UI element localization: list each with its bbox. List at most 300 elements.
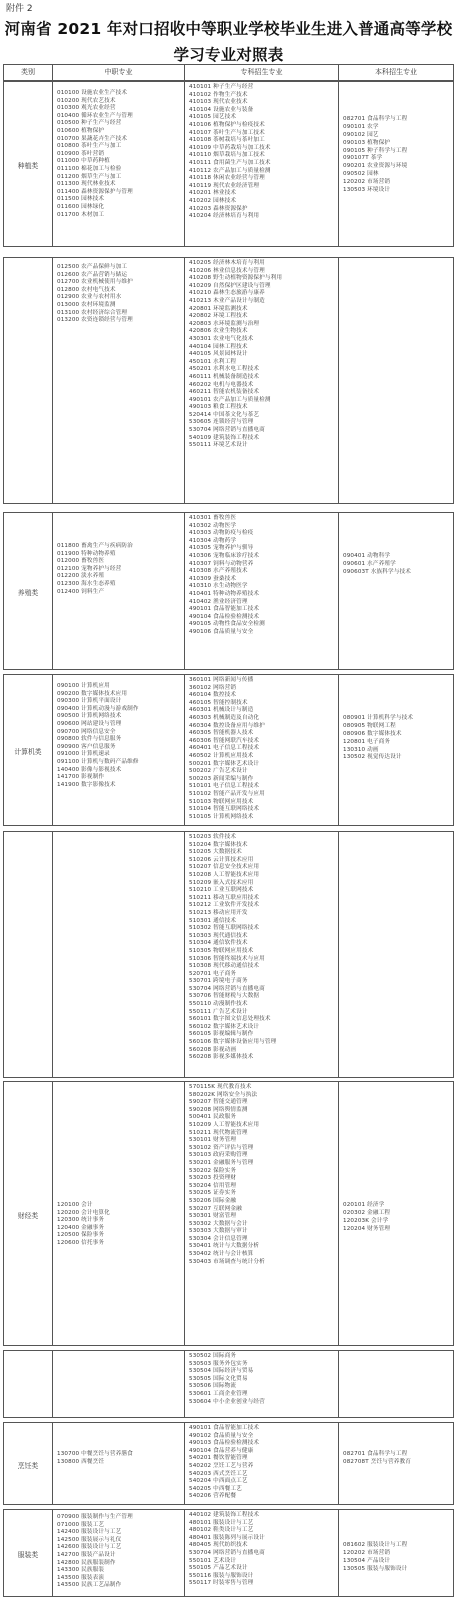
major-entry: 510304 通信软件技术 xyxy=(189,940,248,947)
major-entry: 410208 野生动植物资源保护与利用 xyxy=(189,275,283,282)
category-label: 种植类 xyxy=(17,162,39,170)
undergrad-major-cell xyxy=(339,258,453,503)
category-label: 烹饪类 xyxy=(17,1461,39,1470)
major-entry: 420803 水环境监测与治理 xyxy=(189,320,260,327)
major-entry: 550116 服装与服饰设计 xyxy=(189,1572,254,1579)
major-entry: 140400 影像与影视技术 xyxy=(57,766,122,773)
undergrad-major-cell xyxy=(339,82,453,246)
major-entry: 090300 计算机平面设计 xyxy=(57,698,122,705)
major-entry: 530301 财富管理 xyxy=(189,1213,237,1220)
major-entry: 091000 计算机速录 xyxy=(57,751,110,758)
attachment-label: 附件 2 xyxy=(6,4,33,14)
specialty-major-cell xyxy=(185,1351,339,1417)
major-entry: 510205 大数据技术 xyxy=(189,849,242,856)
major-entry: 020302 金融工程 xyxy=(343,1209,391,1216)
major-entry: 530403 市场调查与统计分析 xyxy=(189,1258,265,1265)
secondary-major-cell xyxy=(53,1082,185,1345)
major-entry: 090400 计算机动漫与游戏制作 xyxy=(57,705,139,712)
major-entry: 550105 产品艺术设计 xyxy=(189,1565,248,1572)
table-block xyxy=(3,1081,454,1346)
major-entry: 410305 宠物养护与驯导 xyxy=(189,545,254,552)
secondary-major-cell xyxy=(53,1423,185,1504)
undergrad-major-cell xyxy=(339,1082,453,1345)
major-entry: 130700 中餐烹饪与营养膳食 xyxy=(57,1451,133,1457)
major-entry: 143500 民族工艺品制作 xyxy=(57,1582,122,1589)
major-entry: 590207 智能交通管理 xyxy=(189,1099,248,1106)
major-entry: 410401 特种动物养殖技术 xyxy=(189,590,260,597)
major-entry: 530302 大数据与会计 xyxy=(189,1220,248,1227)
major-entry: 012900 农业与农村用水 xyxy=(57,294,122,301)
secondary-major-cell xyxy=(53,258,185,503)
major-entry: 550111 环境艺术设计 xyxy=(189,442,248,449)
major-entry: 010900 茶叶营销 xyxy=(57,150,105,157)
major-entry: 012700 农业机械使用与维护 xyxy=(57,279,133,286)
major-entry: 510105 计算机网络技术 xyxy=(189,813,254,820)
major-entry: 540202 烹饪工艺与营养 xyxy=(189,1462,254,1469)
major-entry: 530204 信用管理 xyxy=(189,1182,237,1189)
major-entry: 410108 茶树栽培与茶叶加工 xyxy=(189,137,265,144)
major-entry: 080901 计算机科学与技术 xyxy=(343,715,414,721)
major-entry: 510212 工业软件开发技术 xyxy=(189,902,260,909)
table-block xyxy=(3,512,454,670)
major-entry: 011100 棉花加工与检验 xyxy=(57,165,122,172)
major-entry: 440104 园林工程技术 xyxy=(189,343,248,350)
major-entry: 013000 农村环境监测 xyxy=(57,301,116,308)
major-entry: 460301 机械设计与制造 xyxy=(189,707,254,714)
major-entry: 090201 农业资源与环境 xyxy=(343,163,408,170)
major-entry: 460111 机械装备制造技术 xyxy=(189,373,260,380)
major-entry: 510203 软件技术 xyxy=(189,834,237,840)
major-entry: 510209 人工智能技术应用 xyxy=(189,1121,260,1128)
major-entry: 530201 金融服务与管理 xyxy=(189,1159,254,1166)
major-entry: 440102 建筑装饰工程技术 xyxy=(189,1512,260,1518)
major-entry: 141700 影视制作 xyxy=(57,774,105,781)
major-entry: 490103 粮食工程技术 xyxy=(189,404,248,411)
major-entry: 560105 影视编辑与制作 xyxy=(189,1031,254,1038)
major-entry: 010400 循环农业生产与管理 xyxy=(57,112,133,119)
major-entry: 530605 连锁经营与管理 xyxy=(189,419,254,426)
major-entry: 510101 电子信息工程技术 xyxy=(189,783,260,790)
secondary-major-cell xyxy=(53,1510,185,1596)
specialty-major-cell xyxy=(185,675,339,825)
major-entry: 520414 中国茶文化与茶艺 xyxy=(189,411,260,418)
major-entry: 540206 营养配餐 xyxy=(189,1493,237,1500)
major-entry: 410210 森林生态旅游与康养 xyxy=(189,290,265,297)
major-entry: 081602 服装设计与工程 xyxy=(343,1542,408,1548)
major-entry: 410118 休闲农业经营与管理 xyxy=(189,175,265,182)
specialty-major-cell xyxy=(185,1082,339,1345)
major-entry: 500203 新闻采编与制作 xyxy=(189,775,254,782)
major-entry: 410213 木业产品设计与制造 xyxy=(189,297,265,304)
major-entry: 013200 农资连锁经营与管理 xyxy=(57,317,133,324)
major-entry: 540201 餐饮智能管理 xyxy=(189,1455,248,1462)
major-entry: 510302 智能互联网络技术 xyxy=(189,925,260,932)
major-entry: 091100 计算机与数码产品维修 xyxy=(57,758,139,765)
major-entry: 550111 广告艺术设计 xyxy=(189,1008,248,1015)
major-entry: 460202 电机与电器技术 xyxy=(189,381,254,388)
major-entry: 490104 食品营养与健康 xyxy=(189,1447,254,1454)
major-entry: 120100 会计 xyxy=(57,1202,93,1208)
major-entry: 010300 观光农业经营 xyxy=(57,105,116,112)
table-block xyxy=(3,674,454,826)
major-entry: 420801 环境监测技术 xyxy=(189,305,248,312)
major-entry: 120204 财务管理 xyxy=(343,1225,391,1232)
major-entry: 141900 数字影像技术 xyxy=(57,781,116,788)
major-entry: 510207 信息安全技术应用 xyxy=(189,864,260,871)
major-entry: 011000 中草药种植 xyxy=(57,158,110,165)
major-entry: 090502 园林 xyxy=(343,171,379,178)
major-entry: 082701 食品科学与工程 xyxy=(343,116,408,122)
major-entry: 510211 现代物流管理 xyxy=(189,1129,248,1136)
major-entry: 450101 水利工程 xyxy=(189,358,237,365)
category-cell xyxy=(4,1082,53,1345)
major-entry: 500202 广告艺术设计 xyxy=(189,768,248,775)
major-entry: 410102 作物生产技术 xyxy=(189,91,248,98)
major-entry: 090105 种子科学与工程 xyxy=(343,147,408,154)
category-cell xyxy=(4,82,53,246)
major-entry: 510103 物联网应用技术 xyxy=(189,798,254,805)
major-entry: 082708T 烹饪与营养教育 xyxy=(343,1458,411,1465)
major-entry: 020101 经济学 xyxy=(343,1202,385,1208)
category-cell xyxy=(4,1351,53,1417)
category-label: 计算机类 xyxy=(14,748,42,756)
major-entry: 120202 市场营销 xyxy=(343,179,391,186)
major-entry: 410103 现代农业技术 xyxy=(189,99,248,106)
major-entry: 530601 工商企业管理 xyxy=(189,1390,248,1397)
major-entry: 490101 食品智能加工技术 xyxy=(189,606,260,613)
major-entry: 550117 时装零售与管理 xyxy=(189,1580,254,1587)
specialty-major-cell xyxy=(185,258,339,503)
major-entry: 410402 渔业经济管理 xyxy=(189,598,248,605)
major-entry: 420802 环境工程技术 xyxy=(189,313,248,320)
major-entry: 530401 统计与大数据分析 xyxy=(189,1243,260,1250)
table-block xyxy=(3,831,454,1078)
table-header-row xyxy=(3,64,454,81)
major-entry: 360101 网络新闻与传播 xyxy=(189,677,254,683)
category-cell xyxy=(4,832,53,1077)
major-entry: 120200 会计电算化 xyxy=(57,1209,110,1216)
major-entry: 510213 移动应用开发 xyxy=(189,909,248,916)
major-entry: 011300 现代林业技术 xyxy=(57,181,116,188)
major-entry: 540203 西式烹饪工艺 xyxy=(189,1470,248,1477)
major-entry: 560106 数字媒体设备应用与管理 xyxy=(189,1039,277,1046)
major-entry: 460306 智能网联汽车技术 xyxy=(189,737,260,744)
major-entry: 510204 数字媒体技术 xyxy=(189,841,248,848)
major-entry: 090401 动物科学 xyxy=(343,553,391,559)
major-entry: 510306 智能终端技术与应用 xyxy=(189,955,265,962)
major-entry: 410101 种子生产与经营 xyxy=(189,84,254,90)
major-entry: 410206 林业信息技术与管理 xyxy=(189,267,265,274)
major-entry: 090200 数字媒体技术应用 xyxy=(57,690,128,697)
major-entry: 490104 食品检验检测技术 xyxy=(189,613,260,620)
major-entry: 540205 中西餐工艺 xyxy=(189,1485,242,1492)
major-entry: 012100 宠物养护与经营 xyxy=(57,565,122,572)
major-entry: 410307 饲料与动物营养 xyxy=(189,560,254,567)
major-entry: 590208 网络舆情监测 xyxy=(189,1106,248,1113)
major-entry: 500401 民政服务 xyxy=(189,1114,237,1121)
major-entry: 430301 农业电气化技术 xyxy=(189,335,254,342)
major-entry: 410104 设施农业与装备 xyxy=(189,106,254,113)
category-cell xyxy=(4,1423,53,1504)
major-entry: 440105 风景园林设计 xyxy=(189,351,248,358)
major-entry: 410205 经济林木培育与利用 xyxy=(189,260,265,266)
major-entry: 090500 计算机网络技术 xyxy=(57,713,122,720)
major-entry: 570115K 现代教育技术 xyxy=(189,1084,252,1090)
major-entry: 420806 农业生物技术 xyxy=(189,328,248,335)
major-entry: 142700 服装产品设计 xyxy=(57,1551,116,1558)
major-entry: 530402 统计与会计核算 xyxy=(189,1251,254,1258)
major-entry: 530202 保险实务 xyxy=(189,1167,237,1174)
major-entry: 090700 网络信息安全 xyxy=(57,728,116,735)
major-entry: 530706 智能财税与大数据 xyxy=(189,993,260,1000)
category-label: 养殖类 xyxy=(17,589,39,597)
major-entry: 510104 智能互联网络技术 xyxy=(189,806,260,813)
major-entry: 410209 自然保护区建设与管理 xyxy=(189,282,271,289)
category-cell xyxy=(4,675,53,825)
major-entry: 510303 现代通信技术 xyxy=(189,932,248,939)
major-entry: 410304 动物药学 xyxy=(189,537,237,544)
major-entry: 410110 烟草栽培与加工技术 xyxy=(189,152,265,159)
specialty-major-cell xyxy=(185,82,339,246)
major-entry: 011800 畜禽生产与疾病防治 xyxy=(57,543,133,549)
major-entry: 080905 物联网工程 xyxy=(343,722,396,729)
major-entry: 410302 动物医学 xyxy=(189,522,237,529)
major-entry: 090100 计算机应用 xyxy=(57,683,110,689)
major-entry: 142800 民族服装制作 xyxy=(57,1559,116,1566)
major-entry: 120300 统计事务 xyxy=(57,1217,105,1224)
major-entry: 090103 植物保护 xyxy=(343,139,391,146)
undergrad-major-cell xyxy=(339,675,453,825)
major-entry: 510305 物联网应用技术 xyxy=(189,947,254,954)
major-entry: 120600 信托事务 xyxy=(57,1239,105,1246)
major-entry: 550110 动漫制作技术 xyxy=(189,1001,248,1008)
major-entry: 090600 网站建设与管理 xyxy=(57,720,122,727)
major-entry: 490102 食品质量与安全 xyxy=(189,1432,254,1439)
major-entry: 530303 大数据与审计 xyxy=(189,1228,248,1235)
major-entry: 410309 蚕桑技术 xyxy=(189,575,237,582)
major-entry: 090102 园艺 xyxy=(343,131,379,138)
major-entry: 480101 服装设计与工艺 xyxy=(189,1519,254,1526)
major-entry: 530505 国际文化贸易 xyxy=(189,1375,248,1382)
undergrad-major-cell xyxy=(339,513,453,669)
major-entry: 120801 电子商务 xyxy=(343,738,391,745)
major-entry: 130504 产品设计 xyxy=(343,1557,391,1564)
major-entry: 010600 植物保护 xyxy=(57,127,105,134)
major-entry: 360102 网络营销 xyxy=(189,684,237,691)
major-entry: 560208 影视动画 xyxy=(189,1046,237,1053)
major-entry: 510301 通信技术 xyxy=(189,917,237,924)
major-entry: 520701 电子商务 xyxy=(189,970,237,977)
major-entry: 090101 农学 xyxy=(343,123,379,130)
undergrad-major-cell xyxy=(339,1423,453,1504)
major-entry: 460104 数控技术 xyxy=(189,692,237,699)
major-entry: 130310 动画 xyxy=(343,746,379,753)
major-entry: 011700 木材加工 xyxy=(57,211,105,218)
major-entry: 560102 数字媒体艺术设计 xyxy=(189,1023,260,1030)
major-entry: 460305 智能机器人技术 xyxy=(189,730,254,737)
secondary-major-cell xyxy=(53,82,185,246)
major-entry: 010700 果蔬花卉生产技术 xyxy=(57,135,128,142)
major-entry: 530503 服务外包实务 xyxy=(189,1360,248,1367)
major-entry: 460105 智能控制技术 xyxy=(189,699,248,706)
major-entry: 070900 服装制作与生产管理 xyxy=(57,1514,133,1520)
comparison-table xyxy=(3,64,454,1597)
major-entry: 011600 园林绿化 xyxy=(57,203,105,210)
specialty-major-cell xyxy=(185,1423,339,1504)
major-entry: 011900 特种动物养殖 xyxy=(57,550,116,557)
major-entry: 460304 数控设备应用与维护 xyxy=(189,722,265,729)
major-entry: 143300 民族服装 xyxy=(57,1567,105,1574)
major-entry: 580202K 网络安全与执法 xyxy=(189,1091,258,1098)
major-entry: 490101 食品智能加工技术 xyxy=(189,1425,260,1431)
major-entry: 510210 工业互联网技术 xyxy=(189,887,254,894)
major-entry: 530506 国际物流 xyxy=(189,1383,237,1390)
major-entry: 410112 农产品加工与质量检测 xyxy=(189,167,271,174)
major-entry: 550101 艺术设计 xyxy=(189,1557,237,1564)
major-entry: 090601 水产养殖学 xyxy=(343,560,396,567)
specialty-major-cell xyxy=(185,513,339,669)
major-entry: 480102 鞋类设计与工艺 xyxy=(189,1527,254,1534)
major-entry: 410202 园林技术 xyxy=(189,197,237,204)
major-entry: 410105 园艺技术 xyxy=(189,114,237,121)
major-entry: 530207 互联网金融 xyxy=(189,1205,242,1212)
major-entry: 530101 财务管理 xyxy=(189,1137,237,1144)
major-entry: 011400 森林资源保护与管理 xyxy=(57,188,133,195)
undergrad-major-cell xyxy=(339,832,453,1077)
major-entry: 500201 数字媒体艺术设计 xyxy=(189,760,260,767)
major-entry: 540109 建筑装饰工程技术 xyxy=(189,434,260,441)
major-entry: 510211 移动互联应用技术 xyxy=(189,894,260,901)
major-entry: 071000 服装工艺 xyxy=(57,1521,105,1528)
major-entry: 490101 农产品加工与质量检测 xyxy=(189,396,271,403)
category-label: 服装类 xyxy=(17,1551,39,1559)
undergrad-major-cell xyxy=(339,1510,453,1596)
major-entry: 142400 服装设计与工艺 xyxy=(57,1529,122,1536)
major-entry: 460502 计算机应用技术 xyxy=(189,752,254,759)
table-block xyxy=(3,1509,454,1597)
header-specialty-major: 专科招生专业 xyxy=(185,65,339,80)
major-entry: 012300 海水生态养殖 xyxy=(57,580,116,587)
major-entry: 530704 网络营销与直播电商 xyxy=(189,1549,265,1556)
major-entry: 011500 园林技术 xyxy=(57,196,105,203)
major-entry: 530504 国际经济与贸易 xyxy=(189,1368,254,1375)
major-entry: 530203 投资理财 xyxy=(189,1175,237,1182)
major-entry: 540204 中西面点工艺 xyxy=(189,1478,248,1485)
table-block xyxy=(3,1422,454,1505)
major-entry: 130505 服装与服饰设计 xyxy=(343,1565,408,1572)
secondary-major-cell xyxy=(53,1351,185,1417)
document-title-line2: 学习专业对照表 xyxy=(173,46,284,64)
secondary-major-cell xyxy=(53,513,185,669)
undergrad-major-cell xyxy=(339,1351,453,1417)
major-entry: 012400 饲料生产 xyxy=(57,588,105,595)
major-entry: 090107T 茶学 xyxy=(343,155,383,162)
major-entry: 510102 智能产品开发与应用 xyxy=(189,790,265,797)
specialty-major-cell xyxy=(185,832,339,1077)
major-entry: 490105 动物性食品安全检测 xyxy=(189,621,265,628)
major-entry: 012600 农产品营销与储运 xyxy=(57,271,128,278)
major-entry: 410201 林业技术 xyxy=(189,190,237,197)
secondary-major-cell xyxy=(53,832,185,1077)
major-entry: 010500 种子生产与经营 xyxy=(57,120,122,127)
major-entry: 013100 农村经济综合管理 xyxy=(57,309,128,316)
major-entry: 012000 畜牧兽医 xyxy=(57,558,105,565)
major-entry: 010200 现代农艺技术 xyxy=(57,97,116,104)
major-entry: 510308 现代移动通信技术 xyxy=(189,963,260,970)
major-entry: 142600 服装设计与工艺 xyxy=(57,1544,122,1551)
major-entry: 480405 现代纺织技术 xyxy=(189,1542,248,1549)
category-cell xyxy=(4,513,53,669)
major-entry: 410303 动物防疫与检疫 xyxy=(189,530,254,537)
major-entry: 410306 宠物临床诊疗技术 xyxy=(189,552,260,559)
major-entry: 410204 经济林培育与利用 xyxy=(189,213,260,220)
major-entry: 560208 影视多媒体技术 xyxy=(189,1054,254,1061)
major-entry: 530701 跨境电子商务 xyxy=(189,978,248,985)
major-entry: 530704 网络营销与直播电商 xyxy=(189,985,265,992)
major-entry: 410119 现代农业经济管理 xyxy=(189,182,260,189)
major-entry: 410107 茶叶生产与加工技术 xyxy=(189,129,265,136)
secondary-major-cell xyxy=(53,675,185,825)
major-entry: 130502 视觉传达设计 xyxy=(343,754,402,761)
major-entry: 530103 政府采购管理 xyxy=(189,1152,248,1159)
major-entry: 410106 植物保护与检疫技术 xyxy=(189,121,265,128)
major-entry: 410111 食用菌生产与加工技术 xyxy=(189,159,271,166)
major-entry: 080906 数字媒体技术 xyxy=(343,730,402,737)
major-entry: 490106 食品质量与安全 xyxy=(189,628,254,635)
major-entry: 530704 网络营销与直播电商 xyxy=(189,427,265,434)
major-entry: 120400 金融事务 xyxy=(57,1224,105,1231)
major-entry: 090800 软件与信息服务 xyxy=(57,736,122,743)
major-entry: 082701 食品科学与工程 xyxy=(343,1451,408,1457)
major-entry: 530102 资产评估与管理 xyxy=(189,1144,254,1151)
major-entry: 460303 机械制造及自动化 xyxy=(189,714,260,721)
document-title-line1: 河南省 2021 年对口招收中等职业学校毕业生进入普通高等学校 xyxy=(4,20,453,38)
category-cell xyxy=(4,258,53,503)
major-entry: 410203 森林资源保护 xyxy=(189,205,248,212)
table-block xyxy=(3,81,454,247)
major-entry: 410308 水产养殖技术 xyxy=(189,568,248,575)
major-entry: 090900 客户信息服务 xyxy=(57,743,116,750)
major-entry: 010100 设施农业生产技术 xyxy=(57,90,128,96)
major-entry: 130503 环境设计 xyxy=(343,187,391,194)
header-category: 类别 xyxy=(4,65,53,80)
major-entry: 090603T 水族科学与技术 xyxy=(343,568,411,575)
header-undergrad-major: 本科招生专业 xyxy=(375,68,417,76)
major-entry: 490103 食品检验检测技术 xyxy=(189,1440,260,1447)
table-block xyxy=(3,1350,454,1418)
major-entry: 142500 服装展示与礼仪 xyxy=(57,1536,122,1543)
major-entry: 530205 证券实务 xyxy=(189,1190,237,1197)
table-block xyxy=(3,257,454,504)
major-entry: 530304 会计信息管理 xyxy=(189,1235,248,1242)
major-entry: 011200 烟草生产与加工 xyxy=(57,173,122,180)
major-entry: 130800 西餐烹饪 xyxy=(57,1458,105,1465)
header-secondary-major: 中职专业 xyxy=(53,65,185,80)
major-entry: 510206 云计算技术应用 xyxy=(189,856,254,863)
major-entry: 410301 畜牧兽医 xyxy=(189,515,237,521)
major-entry: 120500 保险事务 xyxy=(57,1232,105,1239)
major-entry: 450201 水利水电工程技术 xyxy=(189,366,260,373)
major-entry: 120203K 会计学 xyxy=(343,1217,389,1224)
specialty-major-cell xyxy=(185,1510,339,1596)
category-cell xyxy=(4,1510,53,1596)
major-entry: 143500 服装表演 xyxy=(57,1574,105,1581)
major-entry: 410109 中草药栽培与加工技术 xyxy=(189,144,271,151)
major-entry: 012200 淡水养殖 xyxy=(57,573,105,580)
category-label: 财经类 xyxy=(17,1211,39,1220)
major-entry: 460211 智能农机装备技术 xyxy=(189,389,260,396)
major-entry: 410310 水生动物医学 xyxy=(189,583,248,590)
